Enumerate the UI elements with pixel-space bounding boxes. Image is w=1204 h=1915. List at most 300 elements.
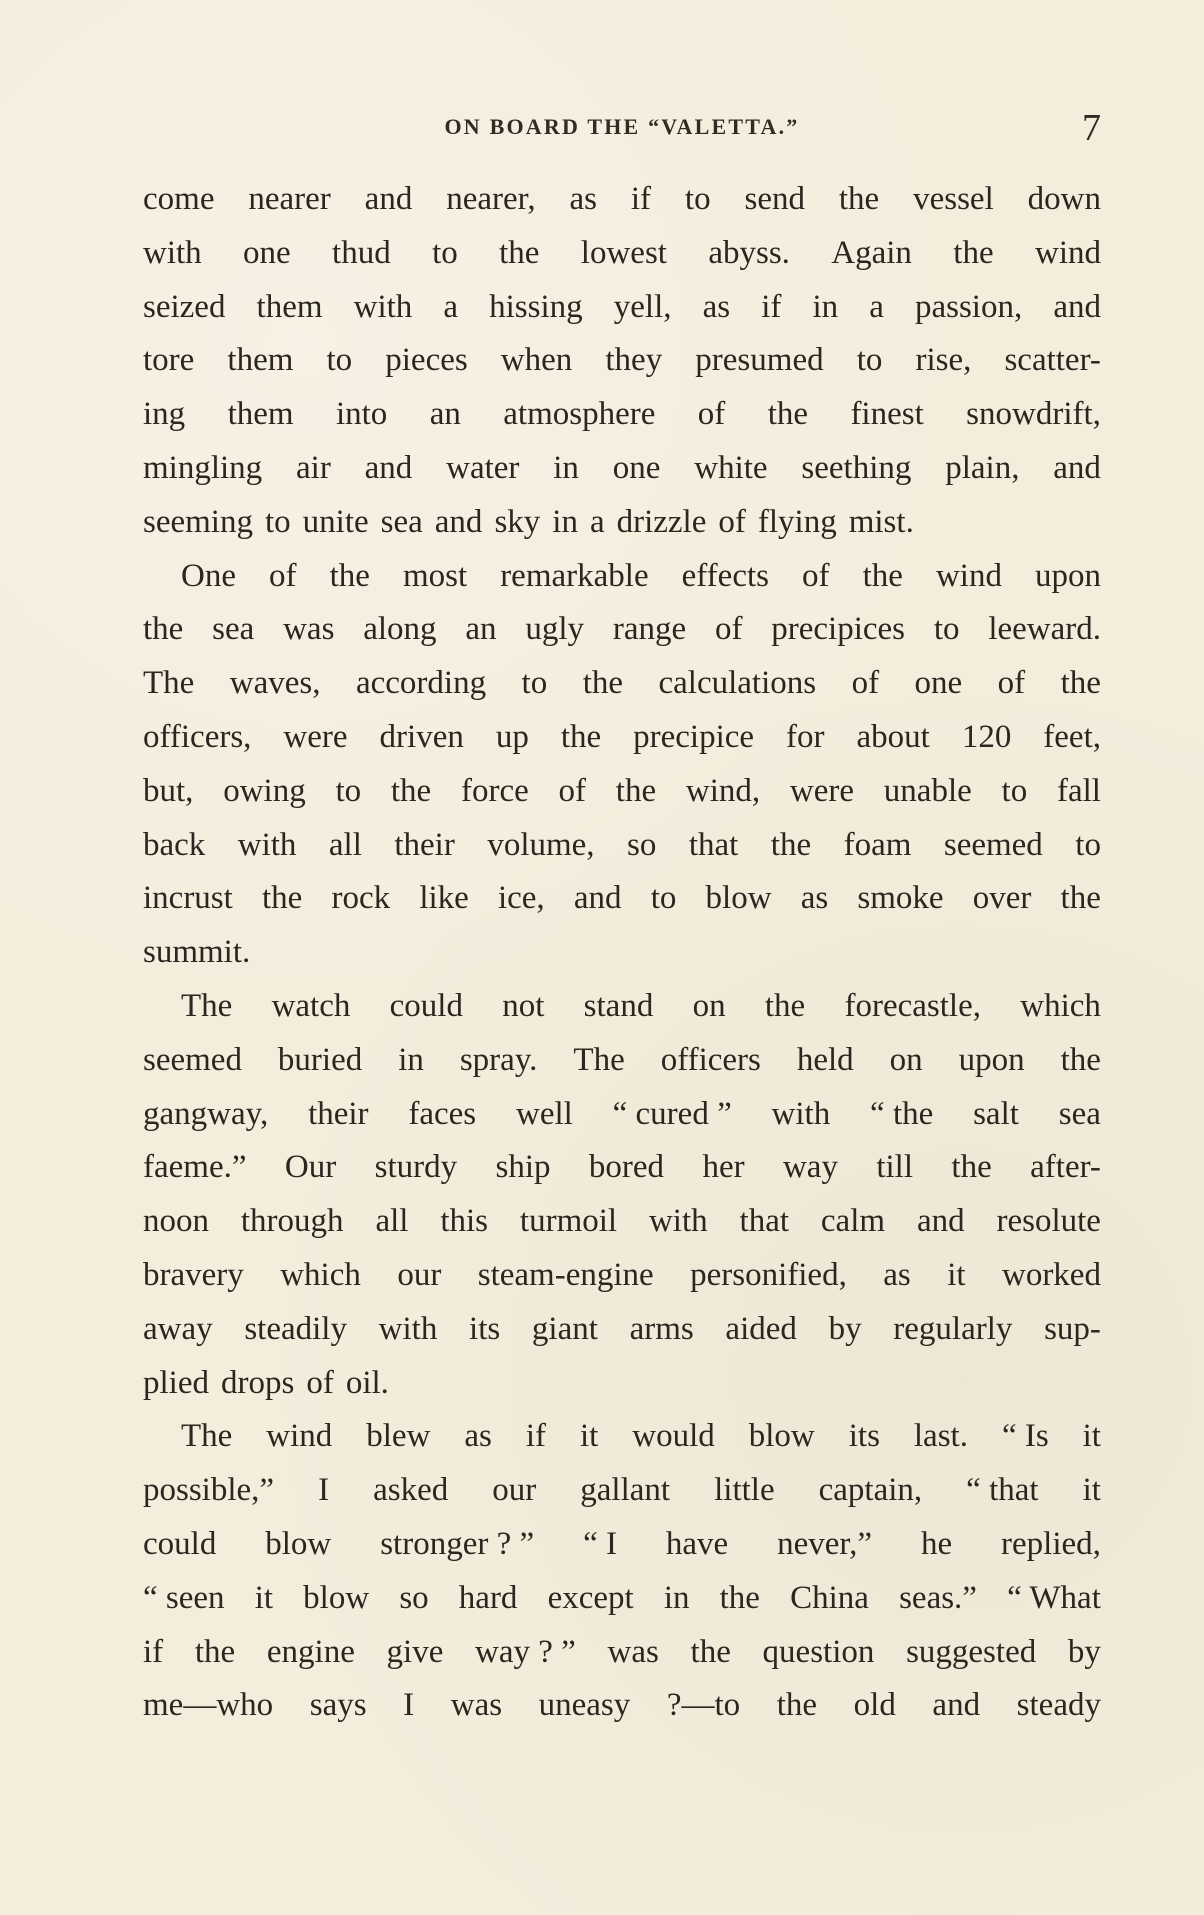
word: officers [660,1041,761,1078]
word: drops [220,1364,295,1401]
word: it [1082,1418,1101,1455]
word: Again [831,234,912,271]
word: stand [583,987,654,1024]
word: wind [266,1418,333,1455]
word: old [853,1687,896,1724]
word: spray. [459,1041,538,1078]
text-line [143,926,1101,980]
word: range [612,611,687,648]
word: steam-engine [477,1256,654,1293]
text-line [143,1088,1101,1142]
word: yell, [613,288,672,325]
word: hissing [489,288,583,325]
word: would [632,1418,715,1455]
word: upon [1035,557,1101,594]
word: snowdrift, [966,396,1101,433]
word: turmoil [519,1203,618,1240]
word: faces [408,1095,477,1132]
word: forecastle, [844,987,981,1024]
text-line [143,819,1101,873]
word: says [309,1687,367,1724]
word: sturdy [374,1149,458,1186]
text-line [143,334,1101,388]
word: to [335,772,362,809]
word: that [739,1203,790,1240]
word: never,” [777,1525,872,1562]
word: seemed [943,826,1043,863]
word: the [499,234,540,271]
word: blow [265,1525,332,1562]
word: replied, [1001,1525,1101,1562]
word: if [761,288,782,325]
word: giant [531,1310,598,1347]
word: as [883,1256,911,1293]
word: pieces [385,342,468,379]
word: after- [1030,1149,1101,1186]
text-line [143,1141,1101,1195]
word: “ that [966,1472,1039,1509]
word: ing [143,396,186,433]
text-line [143,227,1101,281]
text-line [143,1303,1101,1357]
text-line [143,442,1101,496]
word: to [1075,826,1101,863]
word: the [690,1633,731,1670]
word: worked [1001,1256,1101,1293]
word: have [665,1525,729,1562]
word: was [450,1687,503,1724]
word: blew [366,1418,431,1455]
word: all [375,1203,409,1240]
word: precipices [771,611,906,648]
word: I [318,1472,330,1509]
word: the [776,1687,818,1724]
word: as [464,1418,492,1455]
word: to [264,503,291,540]
word: with [648,1203,708,1240]
word: feet, [1043,718,1101,755]
word: mist. [848,503,914,540]
word: The [181,1418,233,1455]
word: the [951,1149,992,1186]
word: drizzle [616,503,707,540]
word: China [790,1579,869,1616]
word: of [697,396,726,433]
text-line [143,711,1101,765]
word: the [582,665,624,702]
word: by [1067,1633,1101,1670]
word: seized [143,288,226,325]
word: except [547,1579,634,1616]
text-line [143,550,1101,604]
word: ?—to [666,1687,741,1724]
word: tore [143,342,195,379]
word: its [469,1310,501,1347]
word: unable [883,772,972,809]
word: most [402,557,468,594]
word: remarkable [500,557,649,594]
page-header [143,104,1101,154]
word: that [688,826,739,863]
word: The [143,665,195,702]
word: seas.” [899,1579,977,1616]
word: of [269,557,297,594]
word: as [569,181,597,217]
word: he [920,1525,953,1562]
word: captain, [818,1472,923,1509]
word: seeming [143,503,253,540]
word: aided [725,1310,797,1347]
word: sky [494,503,541,540]
word: water [446,449,520,486]
word: presumed [695,342,824,379]
word: lowest [580,234,667,271]
word: noon [143,1203,209,1240]
word: a [443,288,459,325]
word: according [355,665,487,702]
word: them [227,342,294,379]
word: with [771,1095,831,1132]
text-line [143,872,1101,926]
word: of [802,557,830,594]
word: this [440,1203,489,1240]
word: to [521,665,548,702]
word: I [403,1687,415,1724]
word: faeme.” [143,1149,247,1186]
word: The [181,987,233,1024]
word: the [143,611,184,648]
word: to [650,880,677,917]
word: 120 [961,718,1012,755]
running-head: ON BOARD THE “VALETTA.” [444,114,800,139]
text-line [143,1679,1101,1733]
word: so [627,826,657,863]
word: incrust [143,880,233,917]
word: one [914,665,963,702]
word: oil. [345,1364,389,1401]
page-body [143,173,1101,1733]
word: resolute [996,1203,1101,1240]
word: the [1060,665,1101,702]
word: about [856,718,930,755]
word: a [589,503,605,540]
word: ice, [497,880,545,917]
word: to [1001,772,1028,809]
word: finest [850,396,924,433]
text-line [143,657,1101,711]
word: like [419,880,469,917]
text-line [143,496,1101,550]
word: thud [332,234,391,271]
word: back [143,826,206,863]
word: fall [1056,772,1101,809]
word: well [515,1095,573,1132]
word: as [800,880,829,917]
text-line [143,1195,1101,1249]
word: “ What [1007,1579,1101,1616]
word: precipice [633,718,755,755]
word: the [953,234,994,271]
word: to [933,611,960,648]
word: and [434,503,483,540]
text-line [143,980,1101,1034]
word: by [828,1310,862,1347]
word: last. [913,1418,968,1455]
word: through [240,1203,344,1240]
word: along [363,611,437,648]
word: and [364,449,413,486]
word: was [283,611,335,648]
word: buried [277,1041,363,1078]
word: of [718,503,746,540]
word: the [767,396,809,433]
text-line [143,1357,1101,1411]
word: it [254,1579,274,1616]
word: in [812,288,839,325]
word: steadily [244,1310,347,1347]
text-line [143,1518,1101,1572]
text-line [143,1249,1101,1303]
word: them [256,288,323,325]
word: the [329,557,370,594]
word: officers, [143,718,252,755]
word: asked [373,1472,449,1509]
word: suggested [906,1633,1037,1670]
word: blow [748,1418,815,1455]
word: it [1082,1472,1101,1509]
word: “ seen [143,1579,225,1616]
word: little [714,1472,775,1509]
word: way [782,1149,838,1186]
page-number: 7 [1082,107,1101,149]
word: atmosphere [503,396,656,433]
word: the [1060,1041,1101,1078]
word: possible,” [143,1472,275,1509]
word: which [1020,987,1101,1024]
word: one [243,234,291,271]
word: summit. [143,934,251,971]
word: and [364,181,413,217]
word: and [1053,288,1101,325]
word: white [694,449,768,486]
word: they [605,342,663,379]
word: of [997,665,1026,702]
word: all [328,826,362,863]
word: nearer, [446,181,536,217]
text-line [143,1034,1101,1088]
word: in [552,503,578,540]
word: bored [588,1149,665,1186]
word: held [796,1041,854,1078]
word: sea [380,503,423,540]
word: the [838,181,880,217]
word: of [851,665,880,702]
word: a [869,288,884,325]
word: and [1053,449,1101,486]
word: it [947,1256,966,1293]
word: them [227,396,294,433]
word: but, [143,772,194,809]
word: “ the [870,1095,934,1132]
word: rock [331,880,391,917]
word: way ? ” [475,1633,576,1670]
text-line [143,1572,1101,1626]
word: was [607,1633,659,1670]
word: smoke [857,880,944,917]
word: rise, [915,342,972,379]
word: owing [223,772,306,809]
word: uneasy [538,1687,631,1724]
word: effects [681,557,769,594]
word: blow [705,880,772,917]
word: could [143,1525,217,1562]
word: in [398,1041,424,1078]
word: unite [302,503,369,540]
word: mingling [143,449,263,486]
word: and [916,1203,965,1240]
word: wind [1034,234,1101,271]
word: salt [973,1095,1019,1132]
word: so [399,1579,429,1616]
word: abyss. [708,234,790,271]
word: come [143,181,215,217]
word: hard [458,1579,518,1616]
word: vessel [913,181,994,217]
word: of [714,611,743,648]
word: plain, [945,449,1020,486]
word: it [579,1418,599,1455]
word: steady [1016,1687,1101,1724]
word: and [573,880,622,917]
word: not [502,987,545,1024]
word: gallant [580,1472,671,1509]
word: to [856,342,883,379]
word: bravery [143,1256,244,1293]
word: nearer [248,181,331,217]
word: to [326,342,353,379]
word: for [786,718,825,755]
word: question [762,1633,875,1670]
word: The [573,1041,625,1078]
word: an [429,396,461,433]
text-line [143,603,1101,657]
word: waves, [229,665,321,702]
word: volume, [487,826,595,863]
word: if [525,1418,547,1455]
word: “ Is [1001,1418,1049,1455]
word: were [789,772,855,809]
text-line [143,173,1101,227]
word: seemed [143,1041,242,1078]
word: send [744,181,805,217]
word: the [390,772,432,809]
word: seething [801,449,912,486]
word: with [378,1310,438,1347]
word: on [889,1041,923,1078]
word: foam [843,826,912,863]
word: with [353,288,413,325]
word: wind, [685,772,761,809]
word: sup- [1044,1310,1101,1347]
word: air [296,449,331,486]
word: an [465,611,497,648]
word: up [495,718,529,755]
word: her [702,1149,745,1186]
word: of [558,772,587,809]
word: engine [266,1633,355,1670]
word: ugly [525,611,585,648]
word: stronger ? ” [380,1525,535,1562]
word: the [764,987,806,1024]
word: with [237,826,297,863]
word: ship [495,1149,551,1186]
word: sea [1058,1095,1101,1132]
word: leeward. [988,611,1101,648]
word: the [862,557,903,594]
word: blow [303,1579,370,1616]
text-line [143,388,1101,442]
word: their [308,1095,369,1132]
word: scatter- [1004,342,1101,379]
text-line [143,1464,1101,1518]
text-line [143,281,1101,335]
word: arms [629,1310,694,1347]
word: down [1027,181,1101,217]
word: if [630,181,652,217]
word: when [500,342,573,379]
word: if [143,1633,164,1670]
word: wind [935,557,1002,594]
word: over [972,880,1032,917]
word: into [335,396,388,433]
word: driven [379,718,464,755]
word: regularly [893,1310,1013,1347]
word: the [194,1633,236,1670]
word: in [663,1579,690,1616]
word: the [719,1579,760,1616]
word: our [492,1472,537,1509]
word: as [702,288,731,325]
word: calculations [658,665,817,702]
word: our [397,1256,442,1293]
word: away [143,1310,213,1347]
word: were [283,718,348,755]
text-line [143,1626,1101,1680]
word: One [181,557,236,594]
word: sea [212,611,255,648]
word: their [394,826,455,863]
word: to [684,181,711,217]
word: the [615,772,657,809]
word: which [280,1256,361,1293]
word: the [770,826,812,863]
word: with [143,234,202,271]
word: its [848,1418,880,1455]
word: me—who [143,1687,274,1724]
word: of [306,1364,334,1401]
word: watch [271,987,351,1024]
word: gangway, [143,1095,269,1132]
word: upon [958,1041,1025,1078]
word: the [262,880,303,917]
word: force [460,772,529,809]
word: one [612,449,661,486]
word: passion, [914,288,1023,325]
word: on [692,987,726,1024]
word: personified, [690,1256,847,1293]
word: could [389,987,463,1024]
word: “ cured ” [612,1095,732,1132]
